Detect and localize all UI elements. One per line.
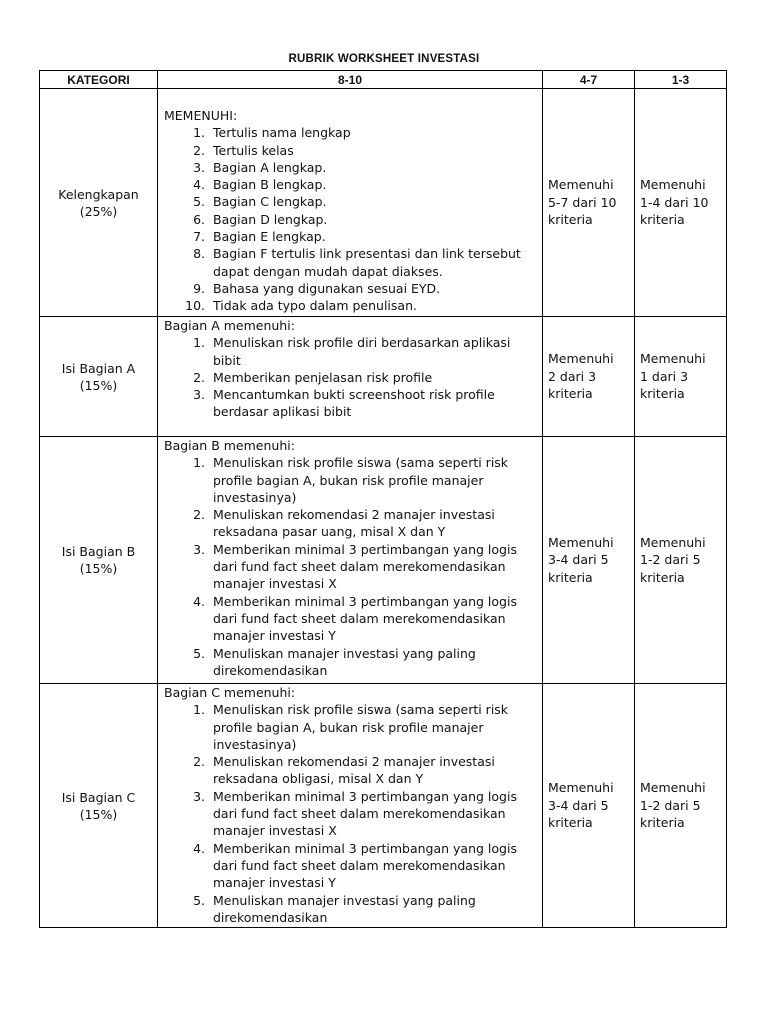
score-low-cell: [635, 437, 727, 684]
criteria-cell: [158, 437, 543, 684]
criteria-item: 5. Menuliskan manajer investasi yang paling direkomendasikan: [209, 645, 538, 680]
score-low-text: 1-4 dari 10: [640, 194, 709, 210]
header-row: [40, 71, 727, 89]
kategori-text: (15%): [79, 377, 118, 393]
criteria-item: 1. Menuliskan risk profile siswa (sama seperti risk profile bagian A, bukan risk profile manajer investasinya): [209, 701, 538, 753]
criteria-cell: [158, 89, 543, 317]
score-low-text: kriteria: [640, 569, 685, 585]
criteria-item: 5. Menuliskan manajer investasi yang paling direkomendasikan: [209, 892, 538, 927]
header-score-low: 1-3: [635, 71, 727, 89]
criteria-list: [164, 334, 538, 420]
score-mid-text: Memenuhi: [548, 534, 614, 550]
criteria-intro: Bagian C memenuhi:: [164, 685, 296, 700]
criteria-item: 3. Memberikan minimal 3 pertimbangan yang logis dari fund fact sheet dalam merekomendasikan manajer investasi X: [209, 541, 538, 593]
score-mid-text: kriteria: [548, 212, 593, 228]
score-low-text: kriteria: [640, 815, 685, 831]
kategori-text: (15%): [79, 806, 118, 822]
score-low-text: 1-2 dari 5: [640, 797, 701, 813]
header-score-high: 8-10: [158, 71, 543, 89]
kategori-cell: [40, 684, 158, 928]
score-mid-cell: [543, 317, 635, 437]
score-low-cell: [635, 684, 727, 928]
criteria-item: 6. Bagian D lengkap.: [209, 211, 538, 228]
header-score-mid: 4-7: [543, 71, 635, 89]
kategori-text: (15%): [79, 561, 118, 576]
kategori-cell: [40, 437, 158, 684]
score-mid-text: 2 dari 3: [548, 368, 597, 384]
score-low-text: kriteria: [640, 212, 685, 228]
criteria-list: [164, 454, 538, 679]
criteria-item: 2. Memberikan penjelasan risk profile: [209, 369, 538, 386]
kategori-cell: [40, 317, 158, 437]
score-mid-text: 3-4 dari 5: [548, 797, 609, 813]
criteria-item: 2. Tertulis kelas: [209, 142, 538, 159]
rubric-body: [40, 89, 727, 928]
rubric-row: [40, 684, 727, 928]
kategori-text: Kelengkapan: [58, 186, 139, 202]
criteria-item: 2. Menuliskan rekomendasi 2 manajer investasi reksadana obligasi, misal X dan Y: [209, 753, 538, 788]
document-title: RUBRIK WORKSHEET INVESTASI: [288, 53, 480, 65]
criteria-intro: MEMENUHI:: [164, 108, 238, 123]
criteria-item: 10. Tidak ada typo dalam penulisan.: [209, 297, 538, 314]
score-low-text: Memenuhi: [640, 534, 706, 550]
score-mid-text: 3-4 dari 5: [548, 552, 609, 568]
criteria-item: 8. Bagian F tertulis link presentasi dan link tersebut dapat dengan mudah dapat diakses.: [209, 245, 538, 280]
header-kategori: KATEGORI: [40, 71, 158, 89]
criteria-cell: [158, 317, 543, 437]
score-mid-text: kriteria: [548, 386, 593, 402]
rubric-row: [40, 317, 727, 437]
score-low-text: 1 dari 3: [640, 368, 689, 384]
score-low-text: 1-2 dari 5: [640, 552, 701, 568]
score-mid-text: Memenuhi: [548, 351, 614, 367]
score-mid-cell: [543, 684, 635, 928]
kategori-cell: [40, 89, 158, 317]
criteria-item: 5. Bagian C lengkap.: [209, 193, 538, 210]
criteria-item: 1. Menuliskan risk profile diri berdasarkan aplikasi bibit: [209, 334, 538, 369]
criteria-list: [164, 124, 538, 314]
criteria-item: 4. Memberikan minimal 3 pertimbangan yang logis dari fund fact sheet dalam merekomendasikan manajer investasi Y: [209, 593, 538, 645]
criteria-cell: [158, 684, 543, 928]
score-mid-text: 5-7 dari 10: [548, 194, 617, 210]
score-mid-text: kriteria: [548, 569, 593, 585]
criteria-intro: Bagian B memenuhi:: [164, 438, 295, 453]
score-low-text: Memenuhi: [640, 177, 706, 193]
score-mid-cell: [543, 437, 635, 684]
criteria-item: 4. Bagian B lengkap.: [209, 176, 538, 193]
criteria-item: 1. Tertulis nama lengkap: [209, 124, 538, 141]
criteria-item: 3. Bagian A lengkap.: [209, 159, 538, 176]
criteria-intro: Bagian A memenuhi:: [164, 318, 295, 333]
criteria-item: 3. Mencantumkan bukti screenshoot risk profile berdasar aplikasi bibit: [209, 386, 538, 421]
rubric-row: [40, 437, 727, 684]
kategori-text: (25%): [79, 203, 118, 219]
rubric-table: [39, 70, 727, 928]
criteria-item: 4. Memberikan minimal 3 pertimbangan yang logis dari fund fact sheet dalam merekomendasikan manajer investasi Y: [209, 840, 538, 892]
kategori-text: Isi Bagian A: [61, 360, 136, 376]
score-low-text: kriteria: [640, 386, 685, 402]
kategori-text: Isi Bagian C: [61, 789, 136, 805]
criteria-item: 2. Menuliskan rekomendasi 2 manajer investasi reksadana pasar uang, misal X dan Y: [209, 506, 538, 541]
score-mid-text: Memenuhi: [548, 780, 614, 796]
score-low-cell: [635, 317, 727, 437]
criteria-list: [164, 701, 538, 926]
criteria-item: 1. Menuliskan risk profile siswa (sama seperti risk profile bagian A, bukan risk profile manajer investasinya): [209, 454, 538, 506]
score-low-text: Memenuhi: [640, 351, 706, 367]
score-mid-text: Memenuhi: [548, 177, 614, 193]
score-mid-text: kriteria: [548, 815, 593, 831]
criteria-item: 9. Bahasa yang digunakan sesuai EYD.: [209, 280, 538, 297]
rubric-row: [40, 89, 727, 317]
score-mid-cell: [543, 89, 635, 317]
criteria-item: 7. Bagian E lengkap.: [209, 228, 538, 245]
score-low-text: Memenuhi: [640, 780, 706, 796]
kategori-text: Isi Bagian B: [61, 544, 136, 559]
score-low-cell: [635, 89, 727, 317]
criteria-item: 3. Memberikan minimal 3 pertimbangan yang logis dari fund fact sheet dalam merekomendasikan manajer investasi X: [209, 788, 538, 840]
